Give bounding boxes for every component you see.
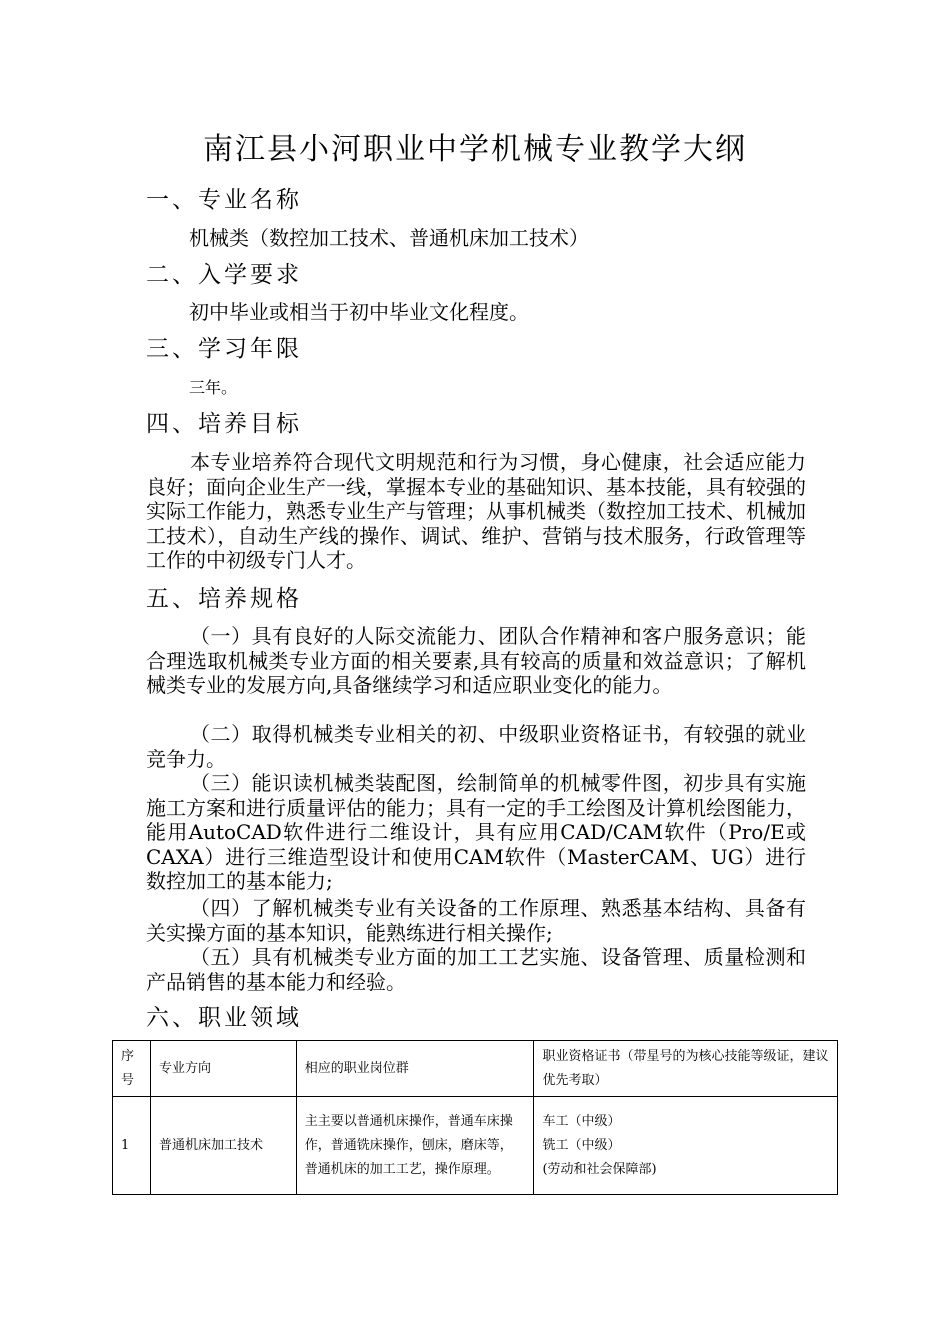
cert-item: 铣工（中级） xyxy=(542,1137,621,1153)
spec-paragraph-3: （三）能识读机械类装配图，绘制简单的机械零件图，初步具有实施施工方案和进行质量评估的能力；具有一定的手工绘图及计算机绘图能力，能用AutoCAD软件进行二维设计，具有应用CAD/CAM软件（Pro/E或CAXA）进行三维造型设计和使用CAM软件（MasterCAM、UG）进行数控加工的基本能力; xyxy=(146,771,806,893)
cell-jobs: 主主要以普通机床操作，普通车床操作，普通铣床操作，刨床，磨床等，普通机床的加工工艺，操作原理。 xyxy=(296,1097,534,1195)
table-header-row xyxy=(113,1041,838,1097)
header-cell-jobs: 相应的职业岗位群 xyxy=(296,1041,534,1097)
section-heading-spec: 五、培养规格 xyxy=(146,586,302,612)
section-text-duration: 三年。 xyxy=(189,378,238,397)
cell-certs xyxy=(534,1097,838,1195)
section-heading-objective: 四、培养目标 xyxy=(146,411,302,437)
header-cell-certs: 职业资格证书（带星号的为核心技能等级证，建议优先考取） xyxy=(534,1041,838,1097)
section-heading-duration: 三、学习年限 xyxy=(146,336,302,362)
section-heading-major: 一、专业名称 xyxy=(146,187,302,213)
career-table xyxy=(112,1040,838,1195)
section-text-admission: 初中毕业或相当于初中毕业文化程度。 xyxy=(189,300,529,324)
spec-paragraph-2: （二）取得机械类专业相关的初、中级职业资格证书，有较强的就业竞争力。 xyxy=(146,722,806,771)
cert-item: 车工（中级） xyxy=(542,1113,621,1129)
cell-direction: 普通机床加工技术 xyxy=(150,1097,296,1195)
header-cell-direction: 专业方向 xyxy=(150,1041,296,1097)
section-text-objective: 本专业培养符合现代文明规范和行为习惯，身心健康，社会适应能力良好；面向企业生产一线，掌握本专业的基础知识、基本技能，具有较强的实际工作能力，熟悉专业生产与管理；从事机械类（数控加工技术、机械加工技术），自动生产线的操作、调试、维护、营销与技术服务，行政管理等工作的中初级专门人才。 xyxy=(146,450,806,572)
document-title: 南江县小河职业中学机械专业教学大纲 xyxy=(203,132,747,167)
spec-paragraph-1: （一）具有良好的人际交流能力、团队合作精神和客户服务意识；能合理选取机械类专业方面的相关要素,具有较高的质量和效益意识；了解机械类专业的发展方向,具备继续学习和适应职业变化的能力。 xyxy=(146,624,806,697)
cert-issuer: (劳动和社会保障部) xyxy=(542,1161,657,1177)
section-text-major: 机械类（数控加工技术、普通机床加工技术） xyxy=(189,226,589,250)
spec-paragraph-4: （四）了解机械类专业有关设备的工作原理、熟悉基本结构、具备有关实操方面的基本知识，能熟练进行相关操作; xyxy=(146,896,806,945)
header-cell-no: 序号 xyxy=(113,1041,151,1097)
spec-paragraph-5: （五）具有机械类专业方面的加工工艺实施、设备管理、质量检测和产品销售的基本能力和经验。 xyxy=(146,945,806,994)
section-heading-career: 六、职业领域 xyxy=(146,1005,302,1031)
cell-no: 1 xyxy=(113,1097,151,1195)
table-row xyxy=(113,1097,838,1195)
section-heading-admission: 二、入学要求 xyxy=(146,262,302,288)
